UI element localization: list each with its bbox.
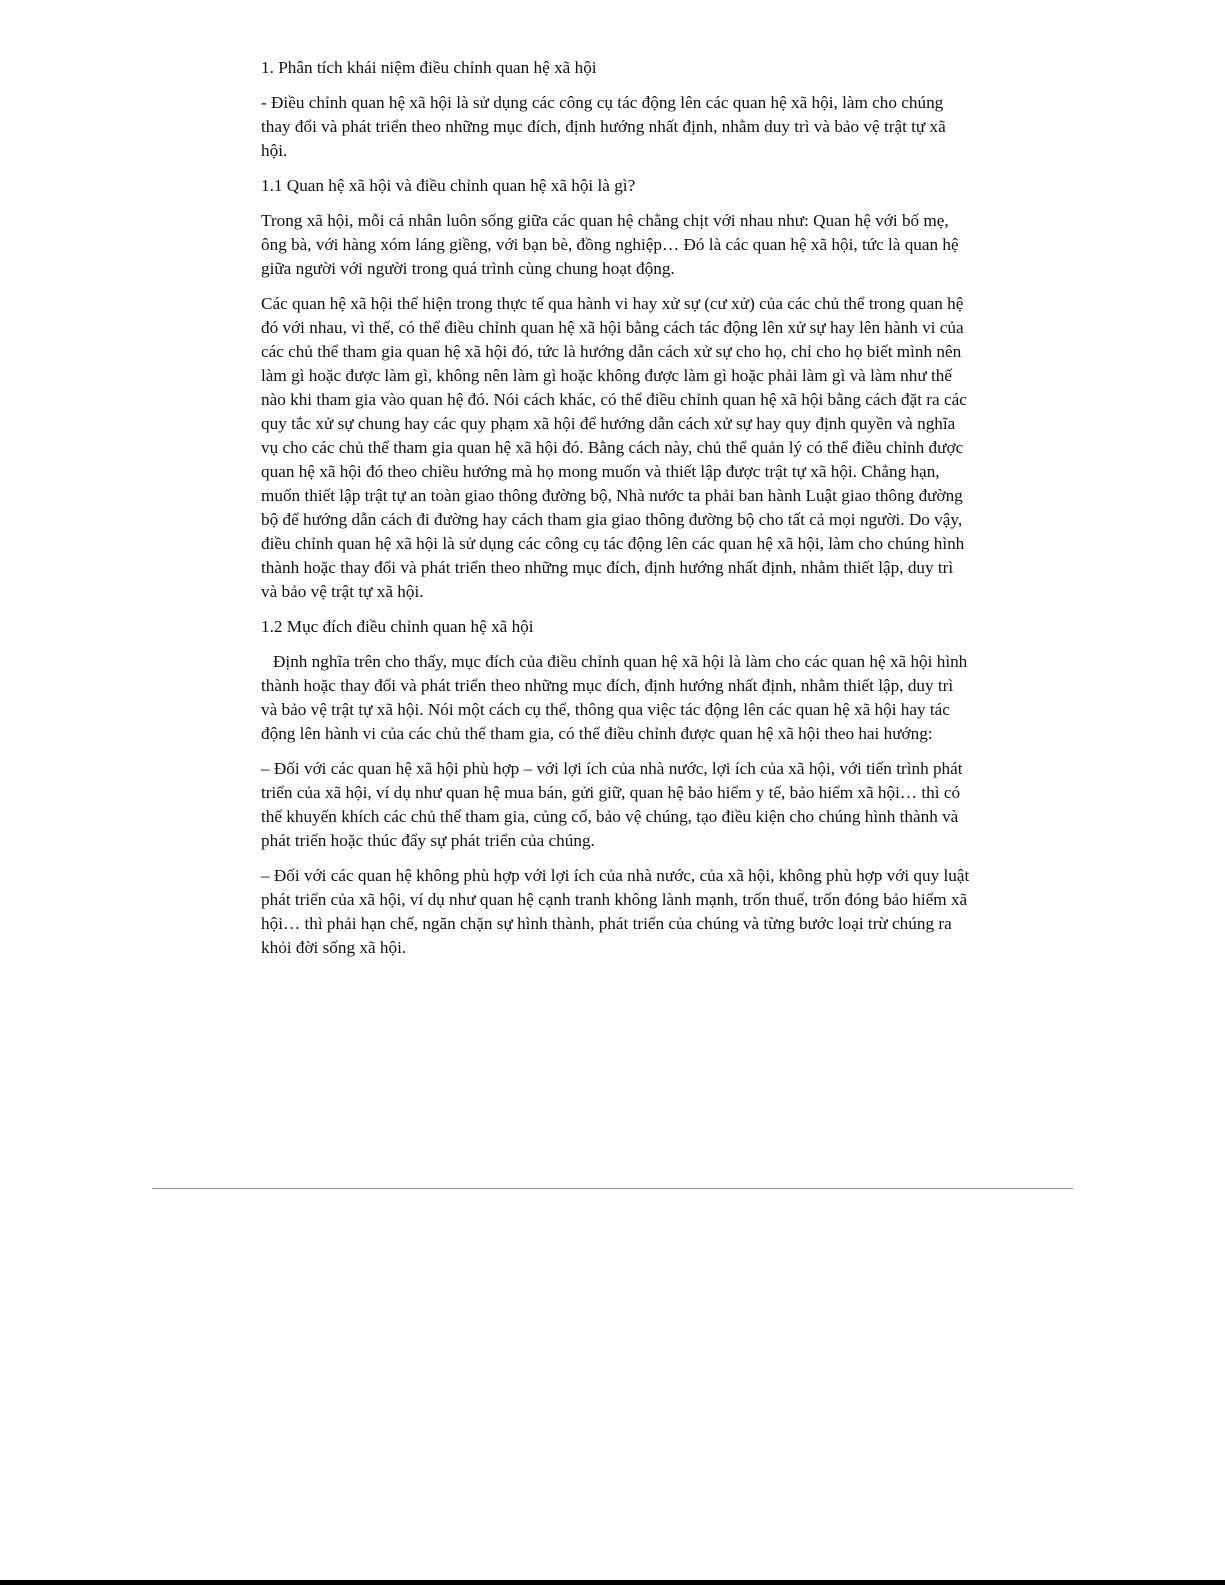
section-heading: 1. Phân tích khái niệm điều chỉnh quan hệ xã hội xyxy=(261,58,597,77)
paragraph: – Đối với các quan hệ xã hội phù hợp – với lợi ích của nhà nước, lợi ích của xã hội, với tiến trình phát triển của xã hội, ví dụ như quan hệ mua bán, gửi giữ, quan hệ bảo hiểm y tế, bảo hiểm xã hội… thì có thể khuyến khích các chủ thể tham gia, củng cố, bảo vệ chúng, tạo điều kiện cho chúng hình thành và phát triển hoặc thúc đẩy sự phát triển của chúng. xyxy=(261,759,963,850)
paragraph: Định nghĩa trên cho thấy, mục đích của điều chỉnh quan hệ xã hội là làm cho các quan hệ xã hội hình thành hoặc thay đổi và phát triển theo những mục đích, định hướng nhất định, nhằm thiết lập, duy trì và bảo vệ trật tự xã hội. Nói một cách cụ thể, thông qua việc tác động lên các quan hệ xã hội hay tác động lên hành vi của các chủ thể tham gia, có thể điều chỉnh được quan hệ xã hội theo hai hướng: xyxy=(261,652,968,743)
bottom-edge-bar xyxy=(0,1580,1225,1585)
paragraph: Trong xã hội, mỗi cá nhân luôn sống giữa các quan hệ chằng chịt với nhau như: Quan hệ với bố mẹ, ông bà, với hàng xóm láng giềng, với bạn bè, đồng nghiệp… Đó là các quan hệ xã hội, tức là quan hệ giữa người với người trong quá trình cùng chung hoạt động. xyxy=(261,211,959,278)
document-body xyxy=(261,56,973,971)
page-divider xyxy=(152,1188,1073,1189)
paragraph: – Đối với các quan hệ không phù hợp với lợi ích của nhà nước, của xã hội, không phù hợp với quy luật phát triển của xã hội, ví dụ như quan hệ cạnh tranh không lành mạnh, trốn thuế, trốn đóng bảo hiểm xã hội… thì phải hạn chế, ngăn chặn sự hình thành, phát triển của chúng và từng bước loại trừ chúng ra khỏi đời sống xã hội. xyxy=(261,866,970,957)
section-heading: 1.2 Mục đích điều chỉnh quan hệ xã hội xyxy=(261,617,534,636)
paragraph: - Điều chỉnh quan hệ xã hội là sử dụng các công cụ tác động lên các quan hệ xã hội, làm cho chúng thay đổi và phát triển theo những mục đích, định hướng nhất định, nhằm duy trì và bảo vệ trật tự xã hội. xyxy=(261,93,946,160)
section-heading: 1.1 Quan hệ xã hội và điều chỉnh quan hệ xã hội là gì? xyxy=(261,176,636,195)
paragraph: Các quan hệ xã hội thể hiện trong thực tế qua hành vi hay xử sự (cư xử) của các chủ thể trong quan hệ đó với nhau, vì thế, có thể điều chỉnh quan hệ xã hội bằng cách tác động lên xử sự hay lên hành vi của các chủ thể tham gia quan hệ xã hội đó, tức là hướng dẫn cách xử sự cho họ, chỉ cho họ biết mình nên làm gì hoặc được làm gì, không nên làm gì hoặc không được làm gì hoặc phải làm gì và làm như thế nào khi tham gia vào quan hệ đó. Nói cách khác, có thể điều chỉnh quan hệ xã hội bằng cách đặt ra các quy tắc xử sự chung hay các quy phạm xã hội để hướng dẫn cách xử sự hay quy định quyền và nghĩa vụ cho các chủ thể tham gia quan hệ xã hội đó. Bằng cách này, chủ thể quản lý có thể điều chỉnh được quan hệ xã hội đó theo chiều hướng mà họ mong muốn và thiết lập được trật tự xã hội. Chẳng hạn, muốn thiết lập trật tự an toàn giao thông đường bộ, Nhà nước ta phải ban hành Luật giao thông đường bộ để hướng dẫn cách đi đường hay cách tham gia giao thông đường bộ cho tất cả mọi người. Do vậy, điều chỉnh quan hệ xã hội là sử dụng các công cụ tác động lên các quan hệ xã hội, làm cho chúng hình thành hoặc thay đổi và phát triển theo những mục đích, định hướng nhất định, nhằm thiết lập, duy trì và bảo vệ trật tự xã hội. xyxy=(261,294,967,601)
